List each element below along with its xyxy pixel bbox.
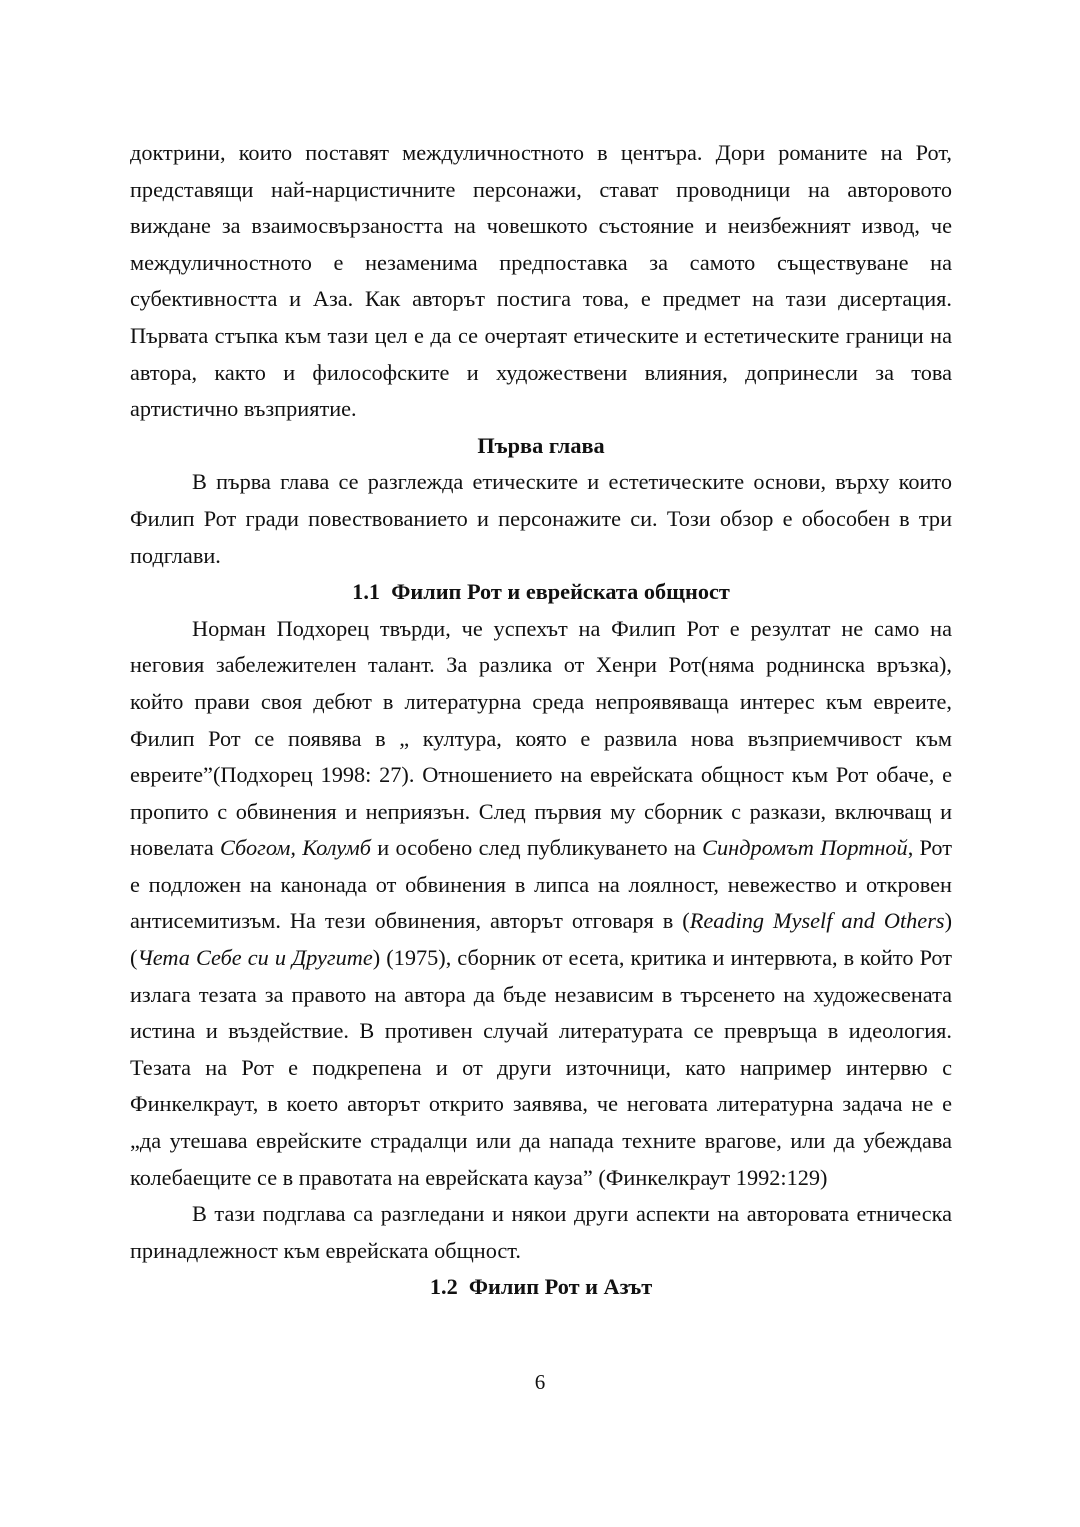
paragraph-text: ) (1975), сборник от есета, критика и интервюта, в който Рот излага тезата за правото на автора да бъде независим в търсенето на художесвената истина и въздействие. В противен случай литературата се превръща в идеология. Тезата на Рот е подкрепена и от други източници, като например интервю с Финкелкраут, в което авторът открито заявява, че неговата литературна задача не е „да утешава еврейските страдалци или да напада техните врагове, или да убеждава колебаещите се в правотата на еврейската кауза” (Финкелкраут 1992:129) [130,945,953,1190]
document-body [130,135,952,1306]
section-heading-1-1 [130,574,952,611]
chapter-heading: Първа глава [477,432,605,458]
italic-book-title: Синдромът Портной [702,835,908,861]
section-heading-1-2 [130,1269,952,1306]
section-title: Филип Рот и Азът [468,1274,653,1300]
section-number: 1.1 [352,579,381,605]
paragraph-text: Норман Подхорец твърди, че успехът на Филип Рот е резултат не само на неговия забележителен талант. За разлика от Хенри Рот(няма роднинска връзка), който прави своя дебют в литературна среда непроявяваща интерес към евреите, Филип Рот се появява в „ култура, която е развила нова възприемчивост към евреите”(Подхорец 1998: 27). Отношението на еврейската общност към Рот обаче, е пропито с обвинения и неприязън. След първия му сборник с разкази, включващ и новелата [130,615,952,861]
italic-book-title: Чета Себе си и Другите [137,945,373,971]
paragraph-text: ) ( [130,908,952,971]
chapter-intro-paragraph: В първа глава се разглежда етическите и естетическите основи, върху които Филип Рот гради повествованието и персонажите си. Този обзор е обособен в три подглави. [130,469,952,568]
intro-paragraph: доктрини, които поставят междуличностното в центъра. Дори романите на Рот, представящи най-нарцистичните персонажи, стават проводници на авторовото виждане за взаимосвързаността на човешкото състояние и неизбежният извод, че междуличностното е незаменима предпоставка за самото съществуване на субективността и Аза. Как авторът постига това, е предмет на тази дисертация. Първата стъпка към тази цел е да се очертаят етическите и естетическите граници на автора, както и философските и художествени влияния, допринесли за това артистично възприятие. [130,140,952,422]
italic-book-title: Reading Myself and Others [689,908,945,934]
section-1-1-paragraph-1 [130,611,952,1197]
paragraph-text: и особено след публикуването на [370,835,703,861]
section-title: Филип Рот и еврейската общност [391,579,730,605]
page-number: 6 [534,1370,546,1394]
italic-book-title: Сбогом, Колумб [220,835,371,861]
section-number: 1.2 [429,1274,458,1300]
paragraph-text: , Рот е подложен на канонада от обвинения в липса на лоялност, невежество и откровен антисемитизъм. На тези обвинения, авторът отговаря в ( [130,835,952,934]
section-1-1-paragraph-2: В тази подглава са разгледани и някои други аспекти на авторовата етническа принадлежност към еврейската общност. [130,1201,952,1263]
